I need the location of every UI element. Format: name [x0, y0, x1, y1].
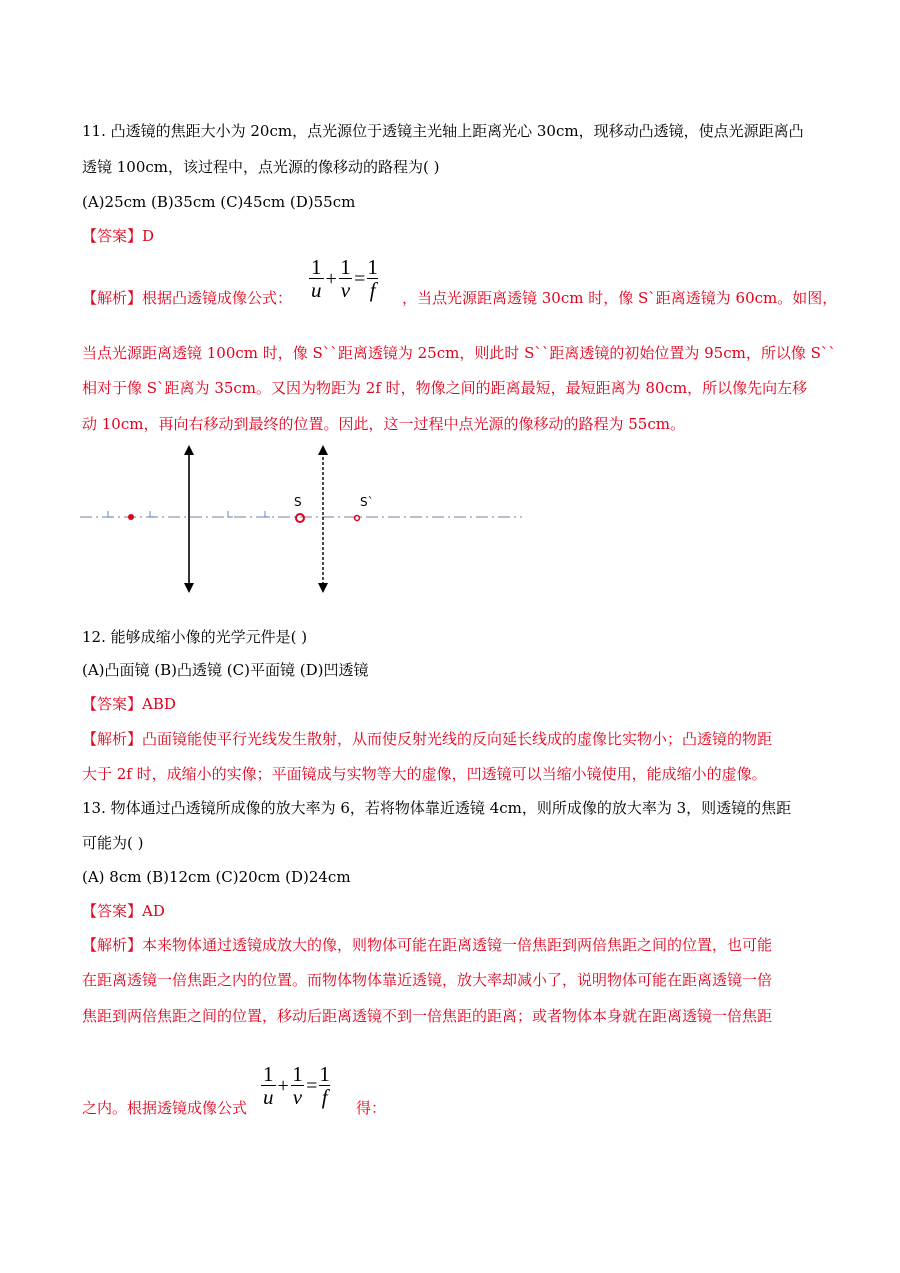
- q13-analysis-line3: 焦距到两倍焦距之间的位置，移动后距离透镜不到一倍焦距的距离；或者物体本身就在距离透镜一倍焦距: [82, 1007, 773, 1025]
- q13-answer: 【答案】AD: [82, 902, 165, 920]
- q13-options: (A) 8cm (B)12cm (C)20cm (D)24cm: [82, 868, 351, 886]
- q12-answer: 【答案】ABD: [82, 695, 176, 713]
- q13-analysis-line2: 在距离透镜一倍焦距之内的位置。而物体物体靠近透镜，放大率却减小了，说明物体可能在距离透镜一倍: [82, 971, 773, 989]
- q12-analysis-line2: 大于 2f 时，成缩小的实像；平面镜成与实物等大的虚像，凹透镜可以当缩小镜使用，能成缩小的虚像。: [82, 765, 767, 783]
- q11-analysis-line4: 动 10cm，再向右移动到最终的位置。因此，这一过程中点光源的像移动的路程为 55cm。: [82, 415, 685, 433]
- point-source-initial: [128, 514, 134, 520]
- q11-options: (A)25cm (B)35cm (C)45cm (D)55cm: [82, 193, 356, 211]
- q11-stem-line1: 11. 凸透镜的焦距大小为 20cm，点光源位于透镜主光轴上距离光心 30cm，现移动凸透镜，使点光源距离凸: [82, 122, 804, 140]
- lens-formula-2: $\frac{1}{u}$ + $\frac{1}{v}$ = $\frac{1}{f}$: [263, 1062, 330, 1109]
- q11-analysis-line2: 当点光源距离透镜 100cm 时，像 S``距离透镜为 25cm，则此时 S``距离透镜的初始位置为 95cm，所以像 S``: [82, 344, 836, 362]
- q13-stem-line1: 13. 物体通过凸透镜所成像的放大率为 6，若将物体靠近透镜 4cm，则所成像的放大率为 3，则透镜的焦距: [82, 799, 792, 817]
- q13-analysis-line1: 【解析】本来物体通过透镜成放大的像，则物体可能在距离透镜一倍焦距到两倍焦距之间的位置，也可能: [82, 936, 773, 954]
- q12-stem: 12. 能够成缩小像的光学元件是( ): [82, 628, 308, 646]
- q12-options: (A)凸面镜 (B)凸透镜 (C)平面镜 (D)凹透镜: [82, 661, 369, 679]
- lens-final-arrow-top: [318, 445, 328, 455]
- image-s-prime-marker: [355, 516, 360, 521]
- q11-analysis-suffix: ，当点光源距离透镜 30cm 时，像 S`距离透镜为 60cm。如图，: [402, 289, 838, 307]
- label-s: S: [294, 495, 302, 509]
- image-s-marker: [296, 514, 304, 522]
- q11-analysis-line3: 相对于像 S`距离为 35cm。又因为物距为 2f 时，物像之间的距离最短，最短距离为 80cm，所以像先向左移: [82, 379, 808, 397]
- label-s-prime: S`: [360, 495, 374, 509]
- q11-stem-line2: 透镜 100cm，该过程中，点光源的像移动的路程为( ): [82, 158, 440, 176]
- q13-stem-line2: 可能为( ): [82, 834, 144, 852]
- q13-analysis-suffix4: 得：: [356, 1099, 387, 1117]
- q13-analysis-prefix4: 之内。根据透镜成像公式: [82, 1099, 248, 1117]
- lens-formula-1: $\frac{1}{u}$ + $\frac{1}{v}$ = $\frac{1}{f}$: [311, 255, 378, 302]
- lens-initial-arrow-bottom: [184, 583, 194, 593]
- q11-answer: 【答案】D: [82, 227, 155, 245]
- lens-diagram: [0, 440, 900, 600]
- q11-analysis-prefix: 【解析】根据凸透镜成像公式：: [82, 289, 293, 307]
- q12-analysis-line1: 【解析】凸面镜能使平行光线发生散射，从而使反射光线的反向延长线成的虚像比实物小；凸透镜的物距: [82, 730, 773, 748]
- lens-final-arrow-bottom: [318, 583, 328, 593]
- lens-initial-arrow-top: [184, 445, 194, 455]
